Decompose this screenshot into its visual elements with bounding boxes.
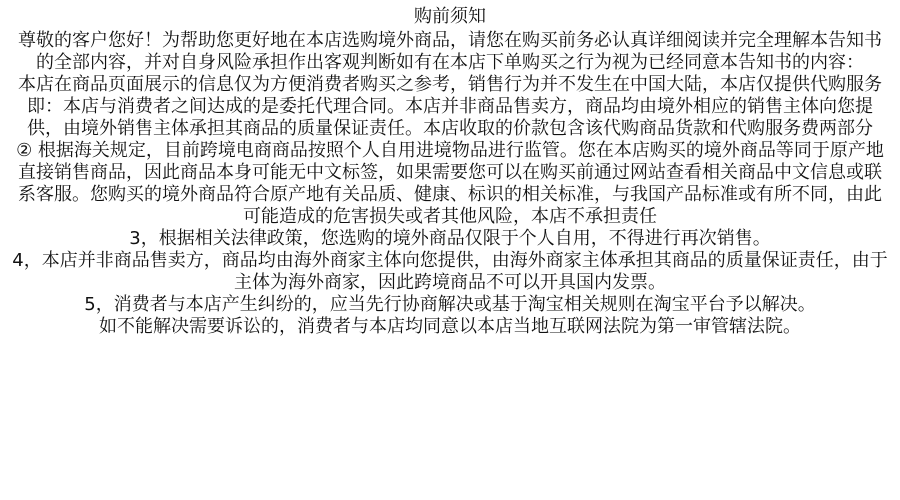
notice-paragraph-3: 3，根据相关法律政策，您选购的境外商品仅限于个人自用，不得进行再次销售。 bbox=[129, 228, 771, 249]
notice-paragraph-5: 5，消费者与本店产生纠纷的，应当先行协商解决或基于淘宝相关规则在淘宝平台予以解决。 bbox=[84, 294, 816, 315]
notice-paragraph-2: ② 根据海关规定，目前跨境电商商品按照个人自用进境物品进行监管。您在本店购买的境外商品等同于原产地直接销售商品，因此商品本身可能无中文标签，如果需要您可以在购买前通过网站查看相关商品中文信息或联系客服。您购买的境外商品符合原产地有关品质、健康、标识的相关标准，与我国产品标准或有所不同，由此可能造成的危害损失或者其他风险，本店不承担责任 bbox=[16, 140, 884, 227]
notice-title: 购前须知 bbox=[414, 6, 486, 27]
notice-paragraph-6: 如不能解决需要诉讼的，消费者与本店均同意以本店当地互联网法院为第一审管辖法院。 bbox=[99, 316, 801, 337]
notice-paragraph-4: 4，本店并非商品售卖方，商品均由海外商家主体向您提供，由海外商家主体承担其商品的质量保证责任，由于主体为海外商家，因此跨境商品不可以开具国内发票。 bbox=[12, 250, 888, 293]
notice-paragraph-intro: 尊敬的客户您好！为帮助您更好地在本店选购境外商品，请您在购买前务必认真详细阅读并完全理解本告知书的全部内容，并对自身风险承担作出客观判断如有在本店下单购买之行为视为已经同意本告知书的内容： bbox=[18, 30, 882, 73]
purchase-notice bbox=[10, 0, 890, 338]
notice-paragraph-1: 本店在商品页面展示的信息仅为方便消费者购买之参考，销售行为并不发生在中国大陆，本店仅提供代购服务即：本店与消费者之间达成的是委托代理合同。本店并非商品售卖方，商品均由境外相应的销售主体向您提供，由境外销售主体承担其商品的质量保证责任。本店收取的价款包含该代购商品货款和代购服务费两部分 bbox=[18, 74, 882, 139]
